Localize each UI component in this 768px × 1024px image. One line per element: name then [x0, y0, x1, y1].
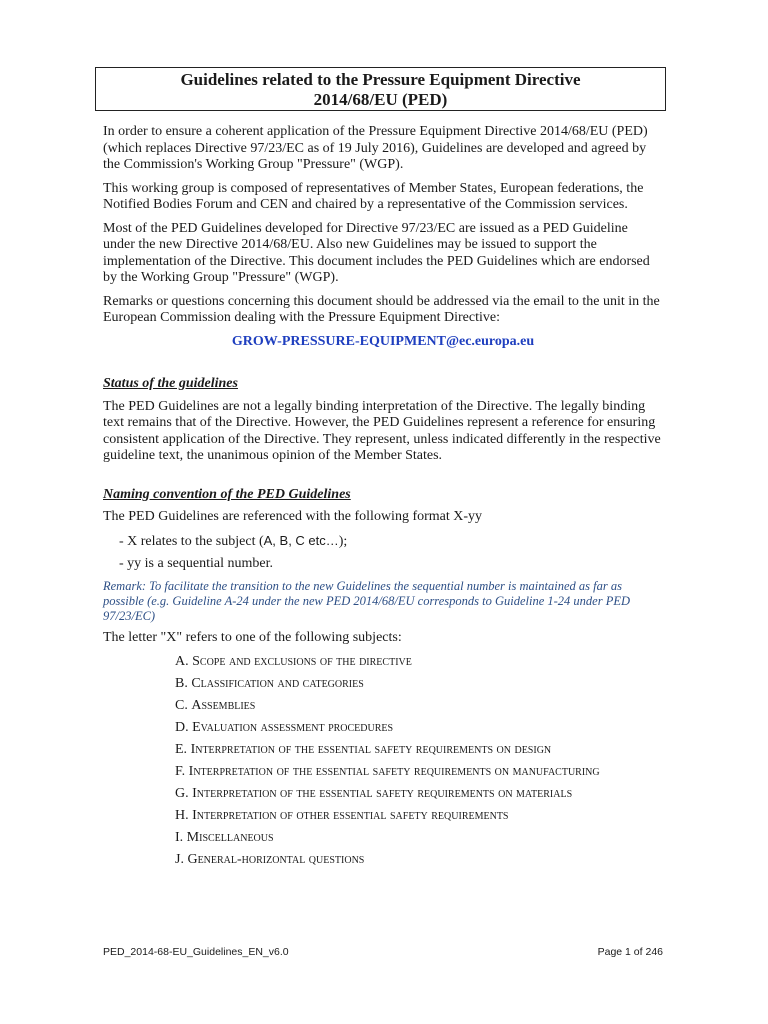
list-item: B. Classification and categories — [175, 676, 364, 691]
bullet-subject-letters: A, B, C etc… — [263, 532, 339, 548]
subject-list — [175, 654, 663, 868]
footer-filename: PED_2014-68-EU_Guidelines_EN_v6.0 — [103, 946, 289, 958]
list-item: I. Miscellaneous — [175, 830, 274, 845]
list-item: A. Scope and exclusions of the directive — [175, 654, 412, 669]
footer-page-number: Page 1 of 246 — [597, 946, 663, 958]
intro-paragraph-4: Remarks or questions concerning this document should be addressed via the email to the unit in the European Commission dealing with the Pressure Equipment Directive: — [103, 293, 660, 325]
naming-paragraph: The PED Guidelines are referenced with the following format X-yy — [103, 509, 483, 524]
document-body — [103, 124, 663, 874]
page-footer — [103, 946, 663, 958]
list-item: H. Interpretation of other essential safety requirements — [175, 808, 509, 823]
list-item: J. General-horizontal questions — [175, 852, 365, 867]
bullet-subject-suffix: ); — [338, 533, 348, 549]
contact-email-link[interactable]: GROW-PRESSURE-EQUIPMENT@ec.europa.eu — [231, 333, 535, 349]
list-item: G. Interpretation of the essential safety requirements on materials — [175, 786, 573, 801]
naming-bullet-sequence: - yy is a sequential number. — [119, 556, 273, 571]
bullet-subject-prefix: - X relates to the subject ( — [119, 533, 264, 549]
title-line-1: Guidelines related to the Pressure Equipment Directive — [180, 70, 581, 89]
status-paragraph: The PED Guidelines are not a legally binding interpretation of the Directive. The legally binding text remains that of the Directive. However, the PED Guidelines represent a reference for ensuring consistent application of the Directive. They represent, unless indicated differently in the respective guideline text, the unanimous opinion of the Member States. — [103, 398, 661, 463]
intro-paragraph-2: This working group is composed of representatives of Member States, European federations, the Notified Bodies Forum and CEN and chaired by a representative of the Commission services. — [103, 180, 644, 212]
status-heading: Status of the guidelines — [103, 376, 238, 391]
letter-intro: The letter "X" refers to one of the following subjects: — [103, 629, 402, 645]
title-box — [95, 67, 666, 111]
list-item: C. Assemblies — [175, 698, 256, 713]
naming-heading: Naming convention of the PED Guidelines — [103, 486, 351, 502]
remark-note: Remark: To facilitate the transition to the new Guidelines the sequential number is maintained as far as possible (e.g. Guideline A-24 under the new PED 2014/68/EU corresponds to Guideline 1-24 under PED 97/23/EC) — [103, 578, 631, 623]
intro-paragraph-1: In order to ensure a coherent application of the Pressure Equipment Directive 2014/68/EU (PED) (which replaces Directive 97/23/EC as of 19 July 2016), Guidelines are developed and agreed by the Commission's Working Group "Pressure" (WGP). — [103, 124, 648, 172]
list-item: E. Interpretation of the essential safety requirements on design — [175, 742, 552, 757]
naming-bullet-subject — [119, 533, 663, 551]
title-line-2: 2014/68/EU (PED) — [313, 90, 448, 109]
intro-paragraph-3: Most of the PED Guidelines developed for Directive 97/23/EC are issued as a PED Guideline under the new Directive 2014/68/EU. Also new Guidelines may be issued to support the implementation of the Directive. This document includes the PED Guidelines which are endorsed by the Working Group "Pressure" (WGP). — [103, 220, 650, 285]
list-item: F. Interpretation of the essential safety requirements on manufacturing — [175, 764, 600, 779]
list-item: D. Evaluation assessment procedures — [175, 720, 394, 735]
